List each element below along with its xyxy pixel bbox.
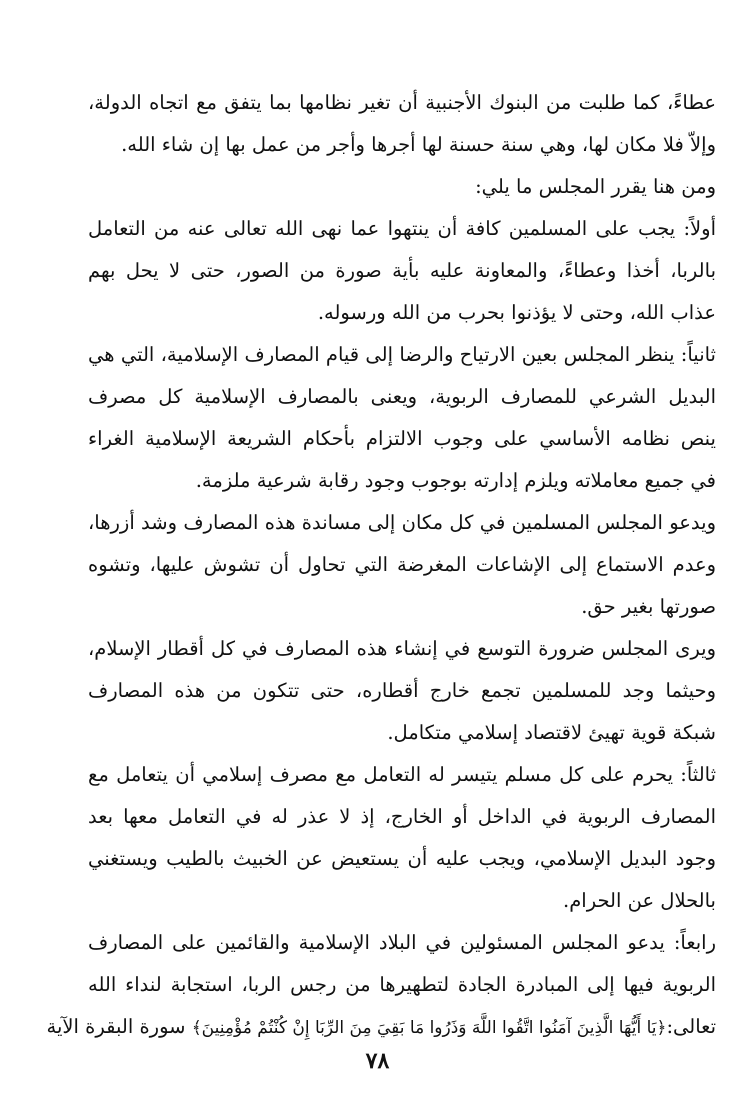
verse-line bbox=[46, 1006, 716, 1049]
text-line: البديل الشرعي للمصارف الربوية، ويعنى بالمصارف الإسلامية كل مصرف bbox=[88, 385, 716, 408]
text-line: ثالثاً: يحرم على كل مسلم يتيسر له التعامل مع مصرف إسلامي أن يتعامل مع bbox=[88, 763, 716, 786]
text-line: ويدعو المجلس المسلمين في كل مكان إلى مساندة هذه المصارف وشد أزرها، bbox=[88, 511, 716, 534]
text-line: وحيثما وجد للمسلمين تجمع خارج أقطاره، حتى تتكون من هذه المصارف bbox=[88, 679, 716, 702]
text-line: ينص نظامه الأساسي على وجوب الالتزام بأحكام الشريعة الإسلامية الغراء bbox=[88, 427, 716, 450]
text-line: عذاب الله، وحتى لا يؤذنوا بحرب من الله ورسوله. bbox=[317, 301, 716, 324]
text-line: شبكة قوية تهيئ لاقتصاد إسلامي متكامل. bbox=[387, 721, 716, 744]
text-line: وجود البديل الإسلامي، ويجب عليه أن يستعيض عن الخبيث بالطيب ويستغني bbox=[88, 847, 716, 870]
text-line: ومن هنا يقرر المجلس ما يلي: bbox=[475, 175, 716, 198]
verse-paragraph bbox=[46, 1006, 716, 1049]
text-line: ثانياً: ينظر المجلس بعين الارتياح والرضا إلى قيام المصارف الإسلامية، التي هي bbox=[88, 343, 716, 366]
text-line: الربوية فيها إلى المبادرة الجادة لتطهيرها من رجس الربا، استجابة لنداء الله bbox=[88, 973, 716, 996]
text-line: وعدم الاستماع إلى الإشاعات المغرضة التي تحاول أن تشوش عليها، وتشوه bbox=[88, 553, 716, 576]
verse-reference: سورة البقرة الآية bbox=[46, 1015, 186, 1038]
text-line: بالربا، أخذا وعطاءً، والمعاونة عليه بأية صورة من الصور، حتى لا يحل بهم bbox=[88, 259, 716, 282]
text-line: صورتها بغير حق. bbox=[581, 595, 716, 618]
text-line: أولاً: يجب على المسلمين كافة أن ينتهوا عما نهى الله تعالى عنه من التعامل bbox=[88, 217, 716, 240]
page-body bbox=[46, 82, 716, 1049]
text-line: بالحلال عن الحرام. bbox=[563, 889, 716, 912]
text-block bbox=[88, 82, 716, 1006]
page-number: ٧٨ bbox=[365, 1048, 390, 1074]
text-line: المصارف الربوية في الداخل أو الخارج، إذ لا عذر له في التعامل معها بعد bbox=[88, 805, 716, 828]
quran-verse: ﴿يَا أَيُّهَا الَّذِينَ آمَنُوا اتَّقُوا اللَّهَ وَذَرُوا مَا بَقِيَ مِنَ الرِّبَا إِنْ كُنْتُمْ مُؤْمِنِينَ﴾ bbox=[191, 1018, 667, 1038]
text-line: عطاءً، كما طلبت من البنوك الأجنبية أن تغير نظامها بما يتفق مع اتجاه الدولة، bbox=[88, 91, 716, 114]
text-line: في جميع معاملاته ويلزم إدارته بوجوب وجود رقابة شرعية ملزمة. bbox=[195, 469, 716, 492]
text-line: رابعاً: يدعو المجلس المسئولين في البلاد الإسلامية والقائمين على المصارف bbox=[88, 931, 716, 954]
verse-prefix: تعالى: bbox=[666, 1015, 716, 1038]
text-line: وإلاّ فلا مكان لها، وهي سنة حسنة لها أجرها وأجر من عمل بها إن شاء الله. bbox=[121, 133, 716, 156]
text-line: ويرى المجلس ضرورة التوسع في إنشاء هذه المصارف في كل أقطار الإسلام، bbox=[88, 637, 716, 660]
